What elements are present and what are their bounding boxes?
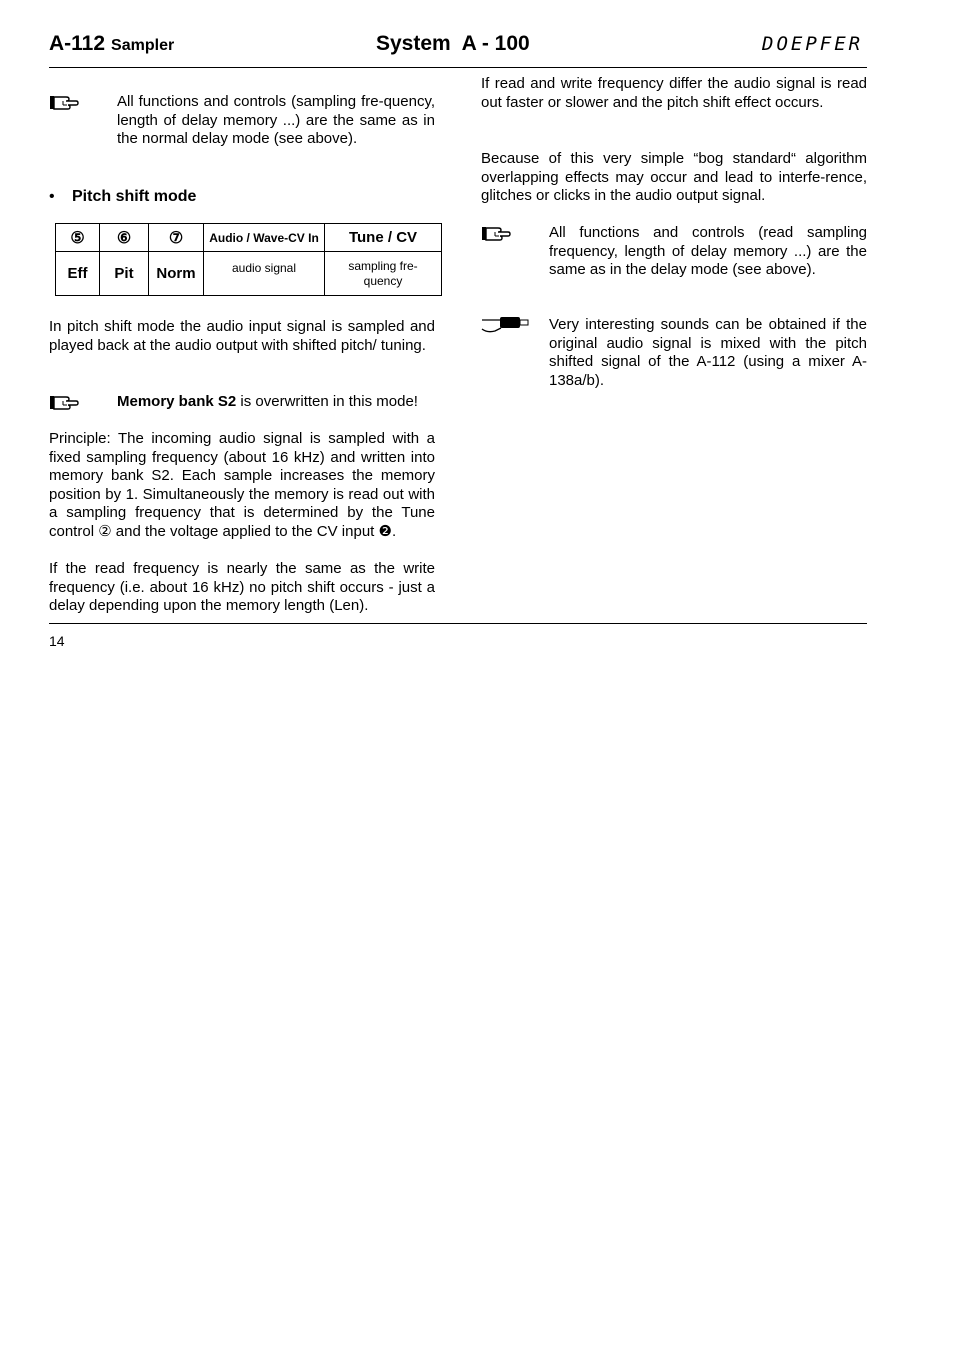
table-header-cell: Tune / CV — [325, 224, 442, 252]
page-number: 14 — [49, 633, 65, 649]
table-cell: audio signal — [204, 252, 325, 296]
table-cell: sampling fre-quency — [325, 252, 442, 296]
footer-rule — [49, 623, 867, 624]
system-title: System A - 100 — [376, 32, 530, 55]
header-rule — [49, 67, 867, 68]
table-header-cell: ⑥ — [100, 224, 149, 252]
note-bold: Memory bank S2 — [117, 393, 237, 410]
brand-logo: DOEPFER — [762, 33, 864, 55]
header-model — [49, 32, 174, 56]
paragraph: Because of this very simple “bog standard“ algorithm overlapping effects may occur and lead to interfe-rence, glitches or clicks in the audio output signal. — [481, 150, 867, 205]
pointing-hand-icon — [49, 93, 117, 149]
left-note-1 — [49, 93, 435, 149]
table-cell: Pit — [100, 252, 149, 296]
bullet-heading-text: Pitch shift mode — [72, 188, 197, 205]
mode-table — [55, 223, 442, 296]
table-header-cell: ⑦ — [149, 224, 204, 252]
table-cell: Eff — [56, 252, 100, 296]
note-text: All functions and controls (sampling fre-quency, length of delay memory ...) are the same as in the normal delay mode (see above). — [117, 93, 435, 148]
table-header-row — [56, 224, 442, 252]
paragraph: Principle: The incoming audio signal is sampled with a fixed sampling frequency (about 16 kHz) and written into memory bank S2. Each sample increases the memory position by 1. Simultaneously the memory is read out with a sampling frequency that is determined by the Tune control ② and the voltage applied to the CV input ❷. — [49, 430, 435, 540]
table-header-cell: Audio / Wave-CV In — [204, 224, 325, 252]
right-note-2 — [481, 316, 867, 390]
bullet-symbol: • — [49, 188, 55, 205]
model-number: A-112 — [49, 32, 106, 55]
paragraph: In pitch shift mode the audio input signal is sampled and played back at the audio output with shifted pitch/ tuning. — [49, 318, 435, 354]
paragraph: If the read frequency is nearly the same as the write frequency (i.e. about 16 kHz) no pitch shift occurs - just a delay depending upon the memory length (Len). — [49, 560, 435, 615]
note-text — [117, 393, 435, 416]
right-note-1 — [481, 224, 867, 280]
note-text: Very interesting sounds can be obtained if the original audio signal is mixed with the pitch shifted signal of the A-112 (using a mixer A-138a/b). — [549, 316, 867, 389]
table-cell: Norm — [149, 252, 204, 296]
left-note-2 — [49, 393, 435, 416]
note-text: All functions and controls (read sampling frequency, length of delay memory ...) are the same as in the delay mode (see above). — [549, 224, 867, 279]
patch-cable-icon — [481, 316, 549, 390]
pointing-hand-icon — [481, 224, 549, 280]
note-rest: is overwritten in this mode! — [236, 393, 418, 410]
pitch-shift-heading — [49, 188, 435, 206]
paragraph: If read and write frequency differ the audio signal is read out faster or slower and the pitch shift effect occurs. — [481, 75, 867, 111]
model-subtitle: Sampler — [111, 37, 175, 54]
table-header-cell: ⑤ — [56, 224, 100, 252]
pointing-hand-icon — [49, 393, 117, 416]
table-row — [56, 252, 442, 296]
